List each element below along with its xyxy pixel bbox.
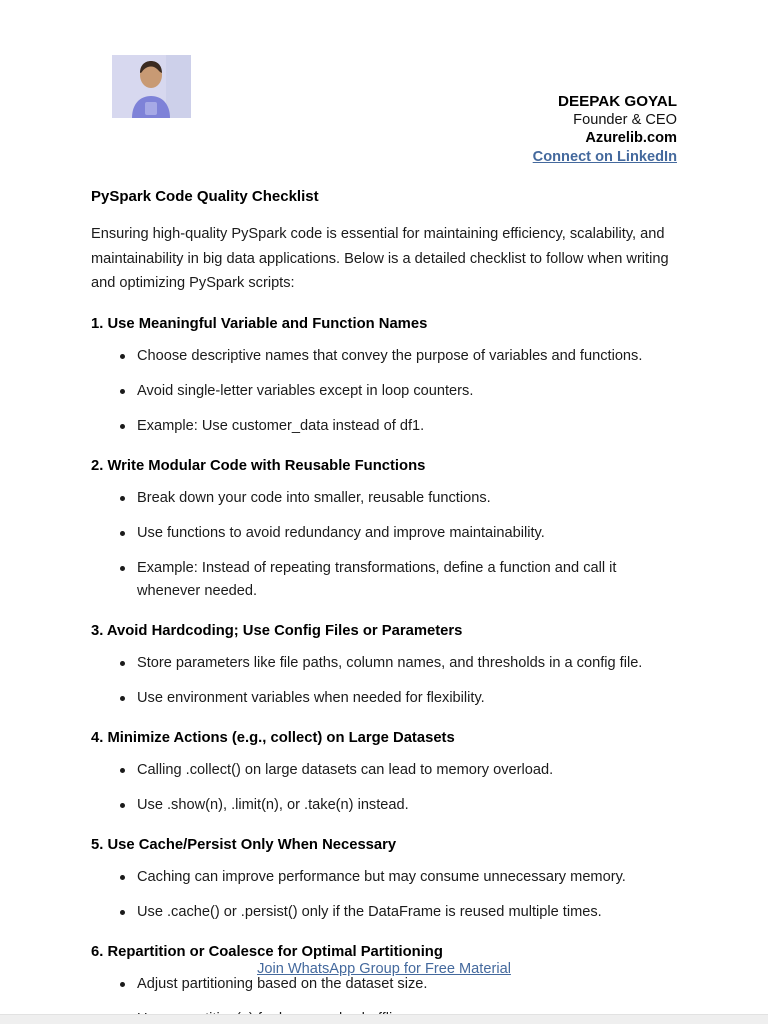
author-block (533, 93, 677, 166)
bullet-list-5 (91, 866, 677, 924)
document-body (0, 188, 768, 1024)
profile-photo-image (112, 55, 191, 118)
bullet-list-1 (91, 345, 677, 438)
section-heading-2: 2. Write Modular Code with Reusable Functions (91, 457, 426, 474)
bullet-list-2 (91, 487, 677, 603)
section-heading-3: 3. Avoid Hardcoding; Use Config Files or Parameters (91, 622, 463, 639)
document-footer (0, 961, 768, 977)
author-role: Founder & CEO (573, 112, 677, 128)
bullet-item: Use .cache() or .persist() only if the DataFrame is reused multiple times. (118, 901, 677, 924)
intro-paragraph: Ensuring high-quality PySpark code is essential for maintaining efficiency, scalability, and maintainability in big data applications. Below is a detailed checklist to follow when writing and optimizing PySpark scripts: (91, 226, 669, 291)
bullet-item: Adjust partitioning based on the dataset size. (118, 973, 677, 996)
bullet-item: Store parameters like file paths, column names, and thresholds in a config file. (118, 652, 677, 675)
profile-photo (112, 55, 191, 118)
bullet-item: Example: Instead of repeating transformations, define a function and call it whenever needed. (118, 557, 677, 603)
author-site: Azurelib.com (585, 130, 677, 146)
bullet-item: Avoid single-letter variables except in loop counters. (118, 380, 677, 403)
bullet-item: Choose descriptive names that convey the purpose of variables and functions. (118, 345, 677, 368)
document-title: PySpark Code Quality Checklist (91, 188, 319, 205)
section-heading-4: 4. Minimize Actions (e.g., collect) on Large Datasets (91, 729, 455, 746)
section-heading-5: 5. Use Cache/Persist Only When Necessary (91, 836, 397, 853)
author-name: DEEPAK GOYAL (558, 93, 677, 110)
linkedin-link[interactable]: Connect on LinkedIn (532, 149, 677, 165)
bullet-item: Use functions to avoid redundancy and improve maintainability. (118, 522, 677, 545)
document-header (0, 0, 768, 166)
bullet-item: Use environment variables when needed for flexibility. (118, 687, 677, 710)
bullet-item: Use .show(n), .limit(n), or .take(n) instead. (118, 794, 677, 817)
bullet-list-3 (91, 652, 677, 710)
bullet-item: Break down your code into smaller, reusable functions. (118, 487, 677, 510)
section-heading-6: 6. Repartition or Coalesce for Optimal Partitioning (91, 943, 443, 960)
bullet-item: Example: Use customer_data instead of df1. (118, 415, 677, 438)
section-heading-1: 1. Use Meaningful Variable and Function Names (91, 315, 428, 332)
page-bottom-edge (0, 1014, 768, 1024)
bullet-item: Calling .collect() on large datasets can lead to memory overload. (118, 759, 677, 782)
bullet-item: Caching can improve performance but may consume unnecessary memory. (118, 866, 677, 889)
bullet-list-4 (91, 759, 677, 817)
whatsapp-link[interactable]: Join WhatsApp Group for Free Material (257, 961, 511, 977)
